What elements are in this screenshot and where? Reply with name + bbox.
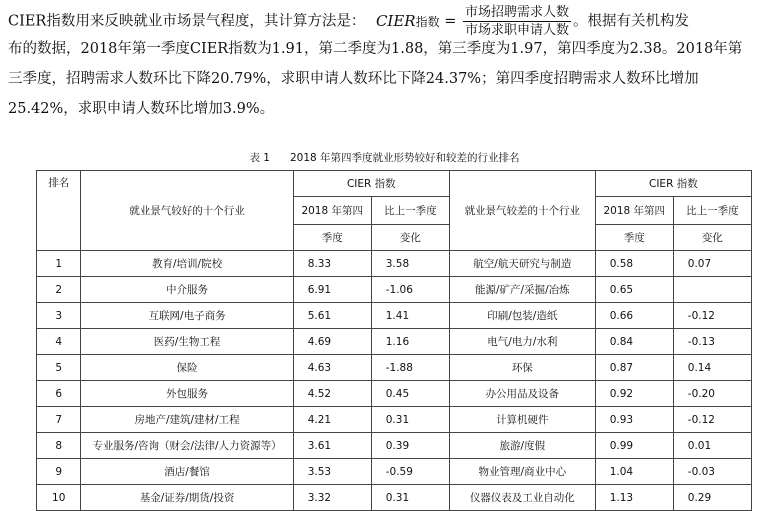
- good-industry-cell: 医药/生物工程: [81, 329, 293, 355]
- table-label: 表 1: [249, 152, 270, 164]
- bad-change-cell: 0.29: [673, 485, 751, 511]
- header-bad-change-sub: 变化: [673, 225, 751, 251]
- bad-industry-cell: 办公用品及设备: [449, 381, 595, 407]
- formula-index-word: 指数: [415, 14, 440, 29]
- good-q4-cell: 5.61: [293, 303, 371, 329]
- good-change-cell: 0.31: [371, 485, 449, 511]
- header-rank: 排名: [37, 171, 81, 251]
- table-row: [37, 433, 752, 459]
- good-q4-cell: 3.32: [293, 485, 371, 511]
- formula-numerator: 市场招聘需求人数: [464, 5, 569, 20]
- formula-denominator: 市场求职申请人数: [464, 23, 569, 38]
- table-row: [37, 407, 752, 433]
- table-row: [37, 329, 752, 355]
- header-bad-q4-sub: 季度: [595, 225, 673, 251]
- bad-q4-cell: 0.93: [595, 407, 673, 433]
- rank-cell: 1: [37, 251, 81, 277]
- header-bad-q4: 2018 年第四: [595, 197, 673, 225]
- bad-change-cell: -0.20: [673, 381, 751, 407]
- rank-cell: 7: [37, 407, 81, 433]
- good-q4-cell: 3.61: [293, 433, 371, 459]
- line1-tail: 。根据有关机构发: [573, 13, 689, 30]
- good-industry-cell: 保险: [81, 355, 293, 381]
- table-row: [37, 355, 752, 381]
- good-q4-cell: 4.52: [293, 381, 371, 407]
- formula-equals: =: [439, 13, 461, 30]
- bad-change-cell: [673, 277, 751, 303]
- bad-industry-cell: 计算机硬件: [449, 407, 595, 433]
- bad-industry-cell: 电气/电力/水利: [449, 329, 595, 355]
- paragraph-line-1: [8, 4, 760, 38]
- good-change-cell: -0.59: [371, 459, 449, 485]
- table-title: 2018 年第四季度就业形势较好和较差的行业排名: [289, 152, 520, 164]
- good-q4-cell: 3.53: [293, 459, 371, 485]
- header-good-change-sub: 变化: [371, 225, 449, 251]
- table-row: [37, 303, 752, 329]
- good-industry-cell: 教育/培训/院校: [81, 251, 293, 277]
- bad-q4-cell: 1.04: [595, 459, 673, 485]
- paragraph-line-4: 25.42%，求职申请人数环比增加3.9%。: [8, 101, 275, 117]
- bad-industry-cell: 物业管理/商业中心: [449, 459, 595, 485]
- bad-change-cell: -0.13: [673, 329, 751, 355]
- good-change-cell: 1.41: [371, 303, 449, 329]
- rank-cell: 4: [37, 329, 81, 355]
- good-industry-cell: 基金/证券/期货/投资: [81, 485, 293, 511]
- bad-q4-cell: 0.99: [595, 433, 673, 459]
- bad-change-cell: 0.14: [673, 355, 751, 381]
- bad-industry-cell: 印刷/包装/造纸: [449, 303, 595, 329]
- good-industry-cell: 专业服务/咨询（财会/法律/人力资源等）: [81, 433, 293, 459]
- formula-cier: CIER: [375, 11, 416, 30]
- intro-text: CIER指数用来反映就业市场景气程度，其计算方法是：: [8, 13, 366, 30]
- paragraph-line-3: 三季度，招聘需求人数环比下降20.79%，求职申请人数环比下降24.37%；第四季度招聘需求人数环比增加: [8, 71, 699, 87]
- good-industry-cell: 互联网/电子商务: [81, 303, 293, 329]
- good-industry-cell: 房地产/建筑/建材/工程: [81, 407, 293, 433]
- header-good-industries: 就业景气较好的十个行业: [81, 171, 293, 251]
- header-bad-industries: 就业景气较差的十个行业: [449, 171, 595, 251]
- header-good-q4-sub: 季度: [293, 225, 371, 251]
- good-change-cell: 0.31: [371, 407, 449, 433]
- intro-paragraph: [8, 4, 760, 124]
- bad-industry-cell: 旅游/度假: [449, 433, 595, 459]
- bad-change-cell: 0.07: [673, 251, 751, 277]
- good-q4-cell: 6.91: [293, 277, 371, 303]
- bad-q4-cell: 1.13: [595, 485, 673, 511]
- good-change-cell: 0.39: [371, 433, 449, 459]
- bad-change-cell: -0.03: [673, 459, 751, 485]
- table-caption: [0, 150, 769, 165]
- bad-industry-cell: 航空/航天研究与制造: [449, 251, 595, 277]
- bad-change-cell: -0.12: [673, 303, 751, 329]
- table-row: [37, 459, 752, 485]
- rank-cell: 3: [37, 303, 81, 329]
- rank-cell: 5: [37, 355, 81, 381]
- bad-industry-cell: 环保: [449, 355, 595, 381]
- table-body: [37, 251, 752, 511]
- good-change-cell: 1.16: [371, 329, 449, 355]
- good-change-cell: -1.06: [371, 277, 449, 303]
- header-bad-change: 比上一季度: [673, 197, 751, 225]
- table-row: [37, 381, 752, 407]
- good-q4-cell: 4.21: [293, 407, 371, 433]
- good-q4-cell: 4.69: [293, 329, 371, 355]
- good-change-cell: -1.88: [371, 355, 449, 381]
- bad-industry-cell: 仪器仪表及工业自动化: [449, 485, 595, 511]
- bad-q4-cell: 0.84: [595, 329, 673, 355]
- bad-change-cell: 0.01: [673, 433, 751, 459]
- industry-ranking-table: [36, 170, 752, 511]
- rank-cell: 6: [37, 381, 81, 407]
- bad-change-cell: -0.12: [673, 407, 751, 433]
- good-q4-cell: 8.33: [293, 251, 371, 277]
- good-q4-cell: 4.63: [293, 355, 371, 381]
- rank-cell: 8: [37, 433, 81, 459]
- header-good-q4: 2018 年第四: [293, 197, 371, 225]
- good-change-cell: 3.58: [371, 251, 449, 277]
- header-good-change: 比上一季度: [371, 197, 449, 225]
- bad-industry-cell: 能源/矿产/采掘/冶炼: [449, 277, 595, 303]
- rank-cell: 2: [37, 277, 81, 303]
- bad-q4-cell: 0.87: [595, 355, 673, 381]
- table-row: [37, 277, 752, 303]
- table-row: [37, 485, 752, 511]
- header-cier-bad: CIER 指数: [595, 171, 751, 197]
- bad-q4-cell: 0.65: [595, 277, 673, 303]
- good-industry-cell: 外包服务: [81, 381, 293, 407]
- paragraph-line-2: 布的数据，2018年第一季度CIER指数为1.91，第二季度为1.88，第三季度为1.97，第四季度为2.38。2018年第: [8, 41, 743, 57]
- good-industry-cell: 酒店/餐馆: [81, 459, 293, 485]
- rank-cell: 9: [37, 459, 81, 485]
- formula-lhs: [376, 12, 440, 30]
- bad-q4-cell: 0.58: [595, 251, 673, 277]
- header-cier-good: CIER 指数: [293, 171, 449, 197]
- bad-q4-cell: 0.92: [595, 381, 673, 407]
- good-change-cell: 0.45: [371, 381, 449, 407]
- rank-cell: 10: [37, 485, 81, 511]
- bad-q4-cell: 0.66: [595, 303, 673, 329]
- good-industry-cell: 中介服务: [81, 277, 293, 303]
- table-row: [37, 251, 752, 277]
